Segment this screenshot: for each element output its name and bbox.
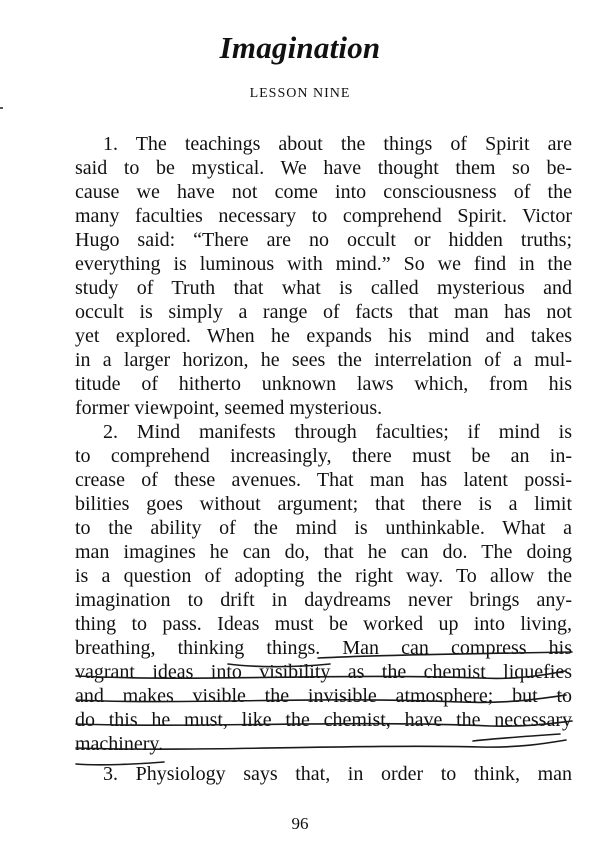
page-number: 96: [291, 814, 309, 833]
text-line: study of Truth that what is called mysterious and: [75, 277, 572, 299]
lesson-heading: LESSON NINE: [249, 86, 351, 101]
margin-mark: [0, 107, 3, 109]
text-line: 2. Mind manifests through faculties; if mind is: [103, 421, 572, 443]
text-line: yet explored. When he expands his mind and takes: [75, 325, 572, 347]
text-line: cause we have not come into consciousness of the: [75, 181, 572, 203]
text-line: and makes visible the invisible atmosphere; but to: [75, 685, 572, 707]
text-line: crease of these avenues. That man has latent possi-: [75, 469, 572, 491]
text-line: man imagines he can do, that he can do. The doing: [75, 541, 572, 563]
text-line: machinery.: [75, 733, 164, 755]
chapter-title: Imagination: [219, 30, 381, 65]
text-line: everything is luminous with mind.” So we find in the: [75, 253, 572, 275]
text-line: former viewpoint, seemed mysterious.: [75, 397, 383, 419]
text-line: imagination to drift in daydreams never brings any-: [75, 589, 572, 611]
text-line: breathing, thinking things. Man can compress his: [75, 637, 572, 659]
text-line: 1. The teachings about the things of Spirit are: [103, 133, 572, 155]
text-line: in a larger horizon, he sees the interrelation of a mul-: [75, 349, 572, 371]
text-line: thing to pass. Ideas must be worked up into living,: [75, 613, 572, 635]
text-line: to comprehend increasingly, there must be an in-: [75, 445, 572, 467]
text-line: vagrant ideas into visibility as the chemist liquefies: [75, 661, 572, 683]
text-line: occult is simply a range of facts that man has not: [75, 301, 572, 323]
text-line: Hugo said: “There are no occult or hidden truths;: [75, 229, 572, 251]
text-line: many faculties necessary to comprehend Spirit. Victor: [75, 205, 572, 227]
text-line: do this he must, like the chemist, have the necessary: [75, 709, 572, 731]
text-line: titude of hitherto unknown laws which, from his: [75, 373, 572, 395]
text-line: to the ability of the mind is unthinkable. What a: [75, 517, 572, 539]
text-line: is a question of adopting the right way. To allow the: [75, 565, 572, 587]
text-line: said to be mystical. We have thought them so be-: [75, 157, 572, 179]
text-line: bilities goes without argument; that there is a limit: [75, 493, 572, 515]
text-line: 3. Physiology says that, in order to think, man: [103, 763, 572, 785]
